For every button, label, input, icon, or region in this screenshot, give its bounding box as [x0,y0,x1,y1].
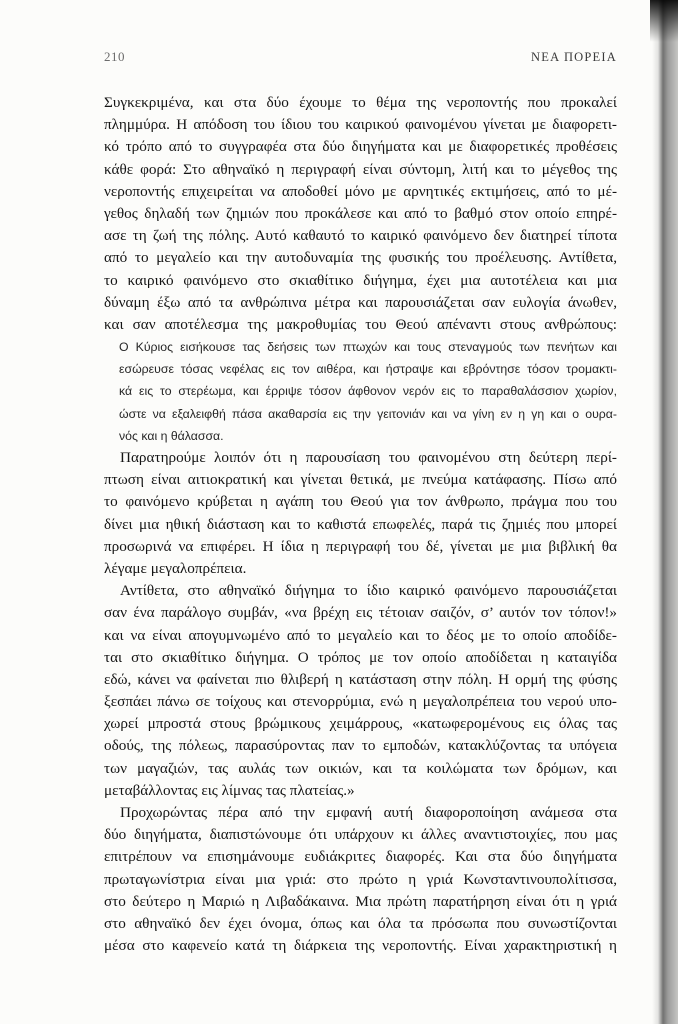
text-line: Συγκεκριμένα, και στα δύο έχουμε το θέμα της νεροποντής που προκαλεί [104,94,617,111]
text-line: ασε τη ζωή της πόλης. Αυτό καθαυτό το καιρικό φαινόμενο δεν διατηρεί τίποτα [104,227,617,245]
paragraph [104,580,617,802]
binding-shadow [652,0,678,1024]
page-number: 210 [104,49,125,64]
quote-line: ώστε να εξαλειφθή πάσα ακαθαρσία εις την γειτονιάν και να γίνη εν η γη και ο ουρα- [119,406,617,421]
quote-line: Ο Κύριος εισήκουσε τας δεήσεις των πτωχών και τους στεναγμούς των πενήτων και [119,340,617,355]
text-line: επιτρέπουν να επισημάνουμε ευδιάκριτες διαφορές. Και στα δύο διηγήματα [104,848,617,866]
text-line: κάθε φορά: Στο αθηναϊκό η περιγραφή είναι σύντομη, λιτή και το μέγεθος της [104,160,617,178]
paragraph [104,92,617,336]
text-line: χωρεί μπροστά στους βρώμικους χειμάρρους, «κατωφερομένους εις όλας τας [104,715,617,733]
text-line: των μαγαζιών, τας αυλάς των οικιών, και τα κοιλώματα των δρόμων, και [104,759,617,777]
text-line: το φαινόμενο κρύβεται η αγάπη του Θεού για τον άνθρωπο, πράγμα που του [104,493,617,511]
text-line: και σαν αποτέλεσμα της μακροθυμίας του Θεού απέναντι στους ανθρώπους: [104,315,617,333]
text-line: κό τρόπο από το συγγραφέα στα δύο διηγήματα και με διαφορετικές προθέσεις [104,138,617,156]
text-line: μεταβάλλοντας εις λίμνας τας πλατείας.» [104,781,355,799]
text-line: Προχωρώντας πέρα από την εμφανή αυτή διαφοροποίηση ανάμεσα στα [120,804,617,821]
text-line: λέγαμε μεγαλοπρέπεια. [104,559,247,577]
text-line: μέσα στο καφενείο κατά τη διάρκεια της νεροποντής. Είναι χαρακτηριστική η [104,937,617,955]
page-header [104,49,617,65]
text-line: και να είναι απογυμνωμένο από το μεγαλείο και το δέος με το οποίο αποδίδε- [104,626,617,644]
text-line: πρωταγωνίστρια είναι μια γριά: στο πρώτο η γριά Κωνσταντινουπολίτισσα, [104,870,617,888]
text-line: σαν ένα παράλογο συμβάν, «να βρέχη εις τέτοιαν σαιζόν, σ’ αυτόν τον τόπον!» [104,604,617,622]
text-line: νεροποντής επιχειρείται να αποδοθεί μόνο με αρνητικές εκτιμήσεις, από το μέ- [104,182,617,200]
paragraph [104,802,617,957]
text-line: Παρατηρούμε λοιπόν ότι η παρουσίαση του φαινομένου στη δεύτερη περί- [120,449,617,466]
block-quote [119,336,617,447]
text-line: προσωρινά να επιφέρει. Η ίδια η περιγραφή του δέ, γίνεται με μια βιβλική θα [104,537,617,555]
quote-line: κά εις το στερέωμα, και έρριψε τόσον άφθονον νερόν εις το παραθαλάσσιον χωρίον, [119,384,617,399]
quote-line: νός και η θάλασσα. [119,428,224,443]
paragraph [104,447,617,580]
text-line: στο δεύτερο η Μαριώ η Λιβαδάκαινα. Μια πρώτη παρατήρηση είναι ότι η γριά [104,892,617,910]
text-line: γεθος δηλαδή των ζημιών που προκάλεσε και από το βαθμό στον οποίο επηρέ- [104,204,617,222]
text-line: από το μεγαλείο και την αυτοδυναμία της φυσικής του προέλευσης. Αντίθετα, [104,249,617,267]
binding-shadow-top [650,0,678,42]
text-line: πλημμύρα. Η απόδοση του ίδιου του καιρικού φαινομένου γίνεται με διαφορετι- [104,116,617,134]
text-line: δίνει μια ηθική διάσταση και το καθιστά επωφελές, παρά τις ζημιές που μπορεί [104,515,617,533]
text-line: ται στο σκιαθίτικο διήγημα. Ο τρόπος με τον οποίο αποδίδεται η καταιγίδα [104,648,617,666]
text-line: οδούς, της πόλεως, παρασύροντας παν το εμποδών, κατακλύζοντας τα υπόγεια [104,737,617,755]
text-line: το καιρικό φαινόμενο στο σκιαθίτικο διήγημα, έχει μια αυτοτέλεια και μια [104,271,617,289]
quote-line: εσώρευσε τόσας νεφέλας εις τον αιθέρα, και ήστραψε και εβρόντησε τόσον τρομακτι- [119,362,617,377]
text-line: ξεσπάει πάνω σε τοίχους και στενορρύμια, ενώ η μεγαλοπρέπεια του νερού υπο- [104,693,617,711]
text-line: πτωση είναι αιτιοκρατική και γίνεται θετικά, με πνεύμα κατάφασης. Πίσω από [104,471,617,489]
body-text [104,92,617,957]
running-title: ΝΕΑ ΠΟΡΕΙΑ [531,50,617,64]
text-line: στο αθηναϊκό δεν έχει όνομα, όπως και όλα τα πρόσωπα που συνωστίζονται [104,914,617,932]
text-line: δύο διηγήματα, διαπιστώνουμε ότι υπάρχουν κι άλλες αναντιστοιχίες, που μας [104,826,617,844]
text-line: Αντίθετα, στο αθηναϊκό διήγημα το ίδιο καιρικό φαινόμενο παρουσιάζεται [120,582,617,600]
text-line: δύναμη έξω από τα ανθρώπινα μέτρα και παρουσιάζεται σαν ευλογία άνωθεν, [104,293,617,311]
text-line: εδώ, κάνει να φαίνεται πιο θλιβερή η κατάσταση στην πόλη. Η ορμή της φύσης [104,670,617,688]
